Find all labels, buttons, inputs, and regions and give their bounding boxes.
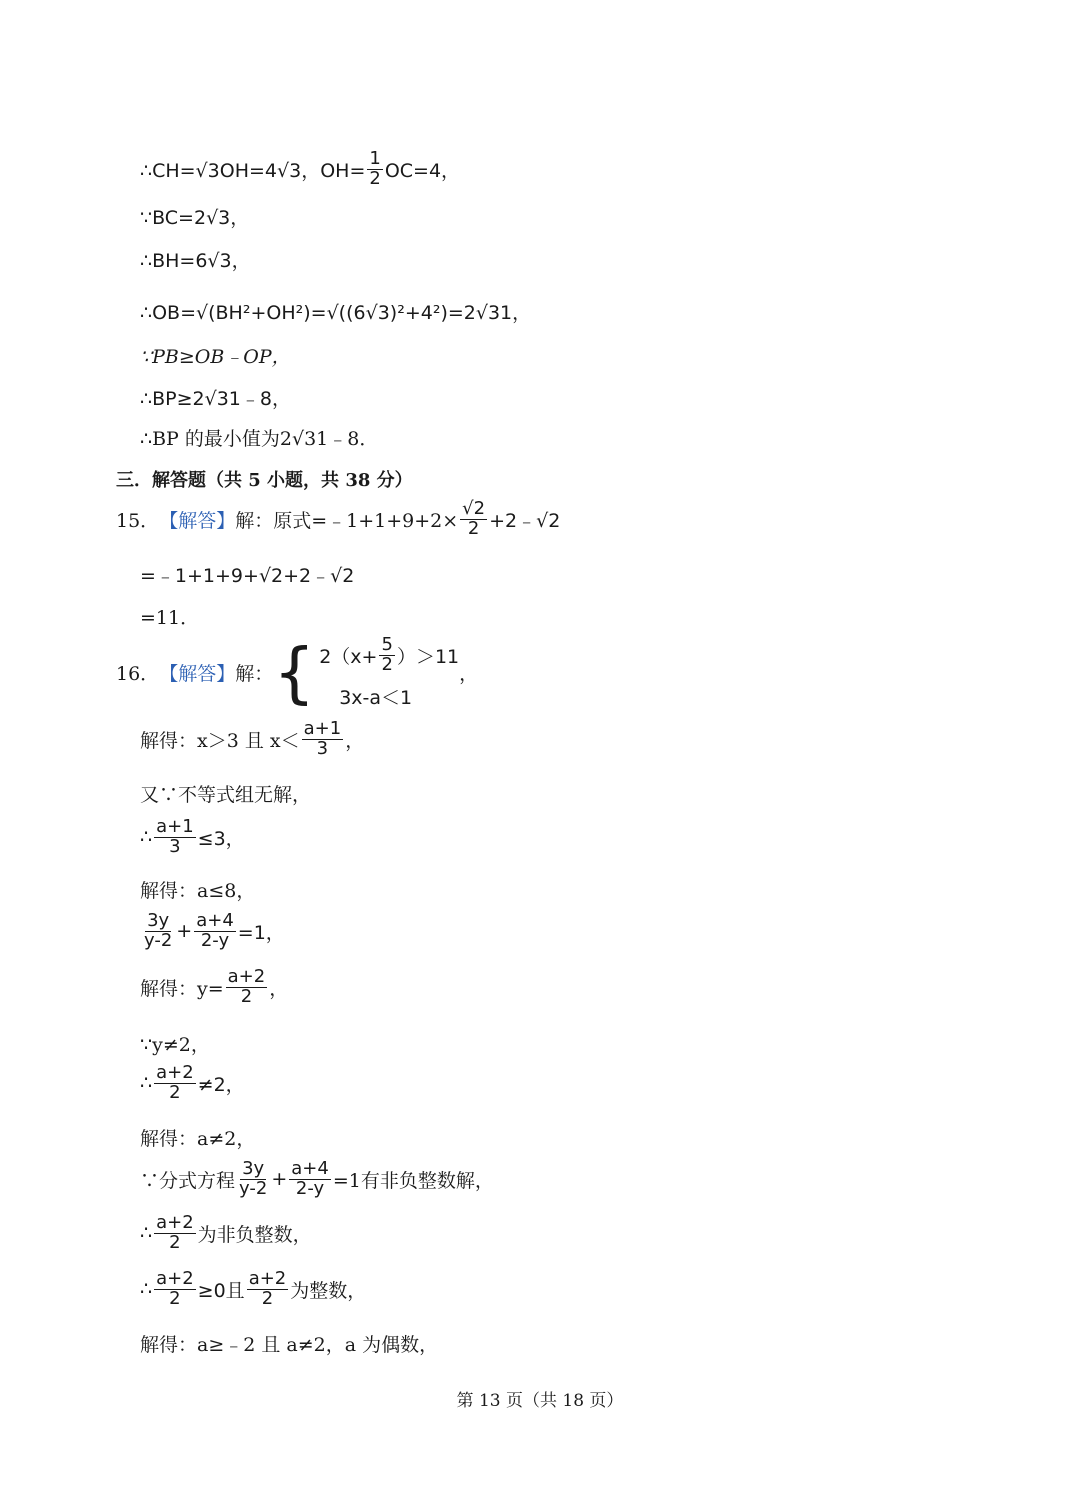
q16-step7: ∵y≠2， xyxy=(140,1034,210,1056)
line-bp-ineq: ∴BP≥2√31﹣8， xyxy=(140,388,291,410)
q15-line1: 15． 【解答】 解：原式=﹣1+1+9+2× $\frac{√2}{2}$ +2﹣√2 xyxy=(116,498,561,539)
q16-step12: ∴ $\frac{a+2}{2}$ ≥0且 $\frac{a+2}{2}$ 为整数， xyxy=(140,1268,367,1309)
q16-step6: 解得：y= $\frac{a+2}{2}$ ， xyxy=(140,966,289,1007)
q16-step13: 解得：a≥﹣2 且 a≠2，a 为偶数， xyxy=(140,1334,439,1356)
fraction: $\frac{1}{2}$ xyxy=(369,148,381,189)
q16-step2: 又∵不等式组无解， xyxy=(140,784,312,806)
brace-icon: { xyxy=(273,633,316,711)
answer-tag: 【解答】 xyxy=(159,663,236,686)
page-footer: 第 13 页（共 18 页） xyxy=(456,1391,624,1411)
q16-step4: 解得：a≤8， xyxy=(140,880,256,902)
q16-step8: ∴ $\frac{a+2}{2}$ ≠2， xyxy=(140,1062,245,1103)
q16-step10: ∵分式方程 $\frac{3y}{y-2}$ + $\frac{a+4}{2-y}$ =1有非负整数解， xyxy=(140,1158,494,1199)
line-pb-ineq: ∵PB≥OB﹣OP， xyxy=(140,346,291,368)
q16-step5: $\frac{3y}{y-2}$ + $\frac{a+4}{2-y}$ =1， xyxy=(144,910,285,951)
line-ch-oh: ∴CH=√3OH=4√3，OH= $\frac{1}{2}$ OC=4， xyxy=(140,148,461,189)
line-bp-min: ∴BP 的最小值为2√31﹣8． xyxy=(140,428,379,450)
q16-step9: 解得：a≠2， xyxy=(140,1128,256,1150)
q16-step3: ∴ $\frac{a+1}{3}$ ≤3， xyxy=(140,816,245,857)
q15-line2: =﹣1+1+9+√2+2﹣√2 xyxy=(140,565,355,587)
q15-line3: =11． xyxy=(140,607,200,629)
q16-step1: 解得：x＞3 且 x＜ $\frac{a+1}{3}$ ， xyxy=(140,718,365,759)
inequality-system: 2（x+ $\frac{5}{2}$ ）＞11 3x-a＜1 xyxy=(319,634,460,709)
line-ob: ∴OB=√(BH²+OH²)=√((6√3)²+4²)=2√31， xyxy=(140,302,532,324)
q16-header: 16． 【解答】 解： { 2（x+ $\frac{5}{2}$ ）＞11 3x-a＜1 ， xyxy=(116,633,479,711)
fraction: $\frac{√2}{2}$ xyxy=(462,498,486,539)
q16-step11: ∴ $\frac{a+2}{2}$ 为非负整数， xyxy=(140,1212,312,1253)
line-bc: ∵BC=2√3， xyxy=(140,207,250,229)
section-heading: 三．解答题（共 5 小题，共 38 分） xyxy=(116,470,413,491)
answer-tag: 【解答】 xyxy=(159,509,236,532)
line-bh: ∴BH=6√3， xyxy=(140,250,251,272)
